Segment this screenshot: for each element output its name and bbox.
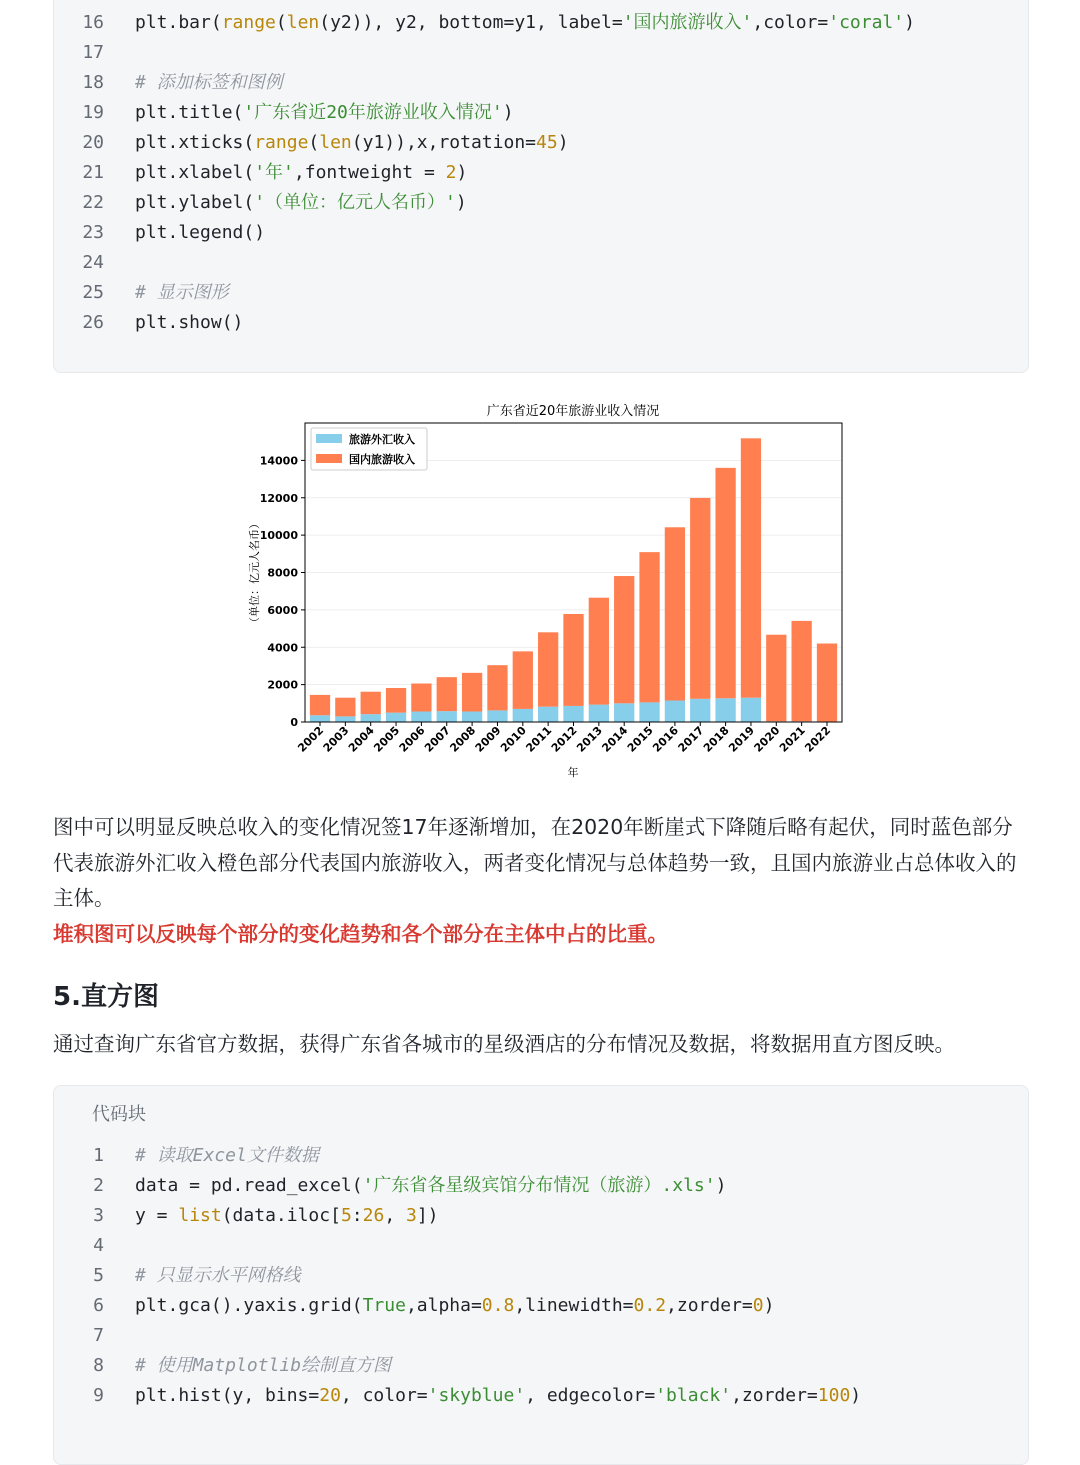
line-number: 16 <box>82 12 104 33</box>
code-text: plt.hist(y, bins=20, color='skyblue', edgecolor='black',zorder=100) <box>135 1385 862 1406</box>
chart-title: 广东省近20年旅游业收入情况 <box>486 404 660 419</box>
x-tick-label: 2011 <box>523 723 555 755</box>
code-text: plt.show() <box>135 312 244 333</box>
y-tick-label: 12000 <box>259 491 298 505</box>
bar-foreign-income <box>741 698 761 722</box>
line-number: 26 <box>82 312 104 333</box>
line-number: 19 <box>82 102 104 123</box>
x-tick-label: 2020 <box>751 723 783 755</box>
bar-domestic-income <box>462 673 482 712</box>
line-number: 25 <box>82 282 104 303</box>
legend-label-foreign: 旅游外汇收入 <box>349 433 415 446</box>
bar-domestic-income <box>487 665 507 710</box>
bar-domestic-income <box>715 468 735 698</box>
line-number: 23 <box>82 222 104 243</box>
bar-domestic-income <box>792 621 812 721</box>
line-number: 21 <box>82 162 104 183</box>
x-tick-label: 2022 <box>802 723 834 755</box>
x-tick-label: 2019 <box>726 723 758 755</box>
bar-domestic-income <box>741 438 761 697</box>
y-tick-label: 10000 <box>259 529 298 543</box>
code-text: # 读取Excel文件数据 <box>135 1145 319 1166</box>
code-text: # 添加标签和图例 <box>135 72 283 93</box>
stacked-bar-chart <box>240 395 850 790</box>
line-number: 1 <box>93 1145 104 1166</box>
bar-domestic-income <box>538 632 558 706</box>
code-text: plt.legend() <box>135 222 266 243</box>
code-block-bottom <box>53 1085 1029 1465</box>
bar-foreign-income <box>335 716 355 722</box>
x-tick-label: 2010 <box>498 723 529 755</box>
bar-domestic-income <box>563 614 583 706</box>
analysis-paragraph: 图中可以明显反映总收入的变化情况签17年逐渐增加，在2020年断崖式下降随后略有起伏，同时蓝色部分代表旅游外汇收入橙色部分代表国内旅游收入，两者变化情况与总体趋势一致，且国内旅游业占总体收入的主体。 <box>53 815 1017 910</box>
bar-foreign-income <box>310 715 330 722</box>
y-tick-label: 0 <box>290 716 298 729</box>
code-block-title: 代码块 <box>92 1104 146 1125</box>
line-number: 22 <box>82 192 104 213</box>
legend-swatch-foreign <box>316 434 342 443</box>
bar-domestic-income <box>589 598 609 705</box>
bar-foreign-income <box>361 714 381 722</box>
bar-foreign-income <box>563 706 583 722</box>
code-text: plt.ylabel('（单位：亿元人名币）') <box>135 192 467 213</box>
code-text: y = list(data.iloc[5:26, 3]) <box>135 1205 439 1226</box>
x-tick-label: 2009 <box>472 723 504 755</box>
y-tick-label: 2000 <box>267 678 298 692</box>
code-text: plt.bar(range(len(y2)), y2, bottom=y1, label='国内旅游收入',color='coral') <box>135 12 915 33</box>
y-tick-label: 14000 <box>259 454 298 468</box>
line-number: 3 <box>93 1205 104 1226</box>
bar-domestic-income <box>411 684 431 712</box>
line-number: 7 <box>93 1325 104 1346</box>
y-tick-label: 8000 <box>267 566 298 580</box>
bar-domestic-income <box>513 651 533 709</box>
code-text: plt.xticks(range(len(y1)),x,rotation=45) <box>135 132 569 153</box>
bar-domestic-income <box>690 498 710 699</box>
bar-domestic-income <box>386 688 406 713</box>
bar-foreign-income <box>538 707 558 722</box>
intro-paragraph: 通过查询广东省官方数据，获得广东省各城市的星级酒店的分布情况及数据，将数据用直方图反映。 <box>53 1032 955 1056</box>
y-tick-label: 6000 <box>267 603 298 617</box>
bar-foreign-income <box>462 712 482 722</box>
bar-foreign-income <box>437 711 457 722</box>
bar-foreign-income <box>690 699 710 722</box>
code-text: # 只显示水平网格线 <box>135 1265 301 1286</box>
x-tick-label: 2006 <box>396 723 428 755</box>
line-number: 4 <box>93 1235 104 1256</box>
bar-foreign-income <box>715 698 735 722</box>
x-tick-label: 2002 <box>295 723 327 755</box>
x-tick-label: 2013 <box>574 723 605 755</box>
x-tick-label: 2005 <box>371 723 403 755</box>
line-number: 2 <box>93 1175 104 1196</box>
line-number: 17 <box>82 42 104 63</box>
line-number: 20 <box>82 132 104 153</box>
x-tick-label: 2015 <box>624 723 656 755</box>
x-tick-label: 2018 <box>700 723 732 755</box>
line-number: 6 <box>93 1295 104 1316</box>
bar-domestic-income <box>817 644 837 722</box>
bar-domestic-income <box>639 552 659 702</box>
bar-foreign-income <box>513 709 533 722</box>
bar-domestic-income <box>310 695 330 715</box>
legend-swatch-domestic <box>316 454 342 463</box>
bar-domestic-income <box>614 576 634 703</box>
line-number: 5 <box>93 1265 104 1286</box>
bar-domestic-income <box>361 692 381 714</box>
x-tick-label: 2017 <box>675 723 707 755</box>
x-tick-label: 2004 <box>345 723 377 755</box>
y-tick-label: 4000 <box>267 641 298 655</box>
bar-foreign-income <box>665 701 685 722</box>
line-number: 9 <box>93 1385 104 1406</box>
x-tick-label: 2012 <box>548 723 580 755</box>
code-text: plt.gca().yaxis.grid(True,alpha=0.8,linewidth=0.2,zorder=0) <box>135 1295 775 1316</box>
bar-domestic-income <box>766 635 786 722</box>
x-tick-label: 2008 <box>447 723 479 755</box>
code-text: # 使用Matplotlib绘制直方图 <box>135 1355 392 1376</box>
y-axis-label: （单位：亿元人名币） <box>248 518 261 628</box>
bar-foreign-income <box>411 712 431 722</box>
highlight-conclusion: 堆积图可以反映每个部分的变化趋势和各个部分在主体中占的比重。 <box>53 922 668 946</box>
code-text: plt.xlabel('年',fontweight = 2) <box>135 162 468 183</box>
chart-legend <box>311 428 427 470</box>
line-number: 8 <box>93 1355 104 1376</box>
code-block-top <box>53 0 1029 373</box>
bar-foreign-income <box>589 705 609 722</box>
x-axis-label: 年 <box>567 766 579 779</box>
bar-domestic-income <box>437 677 457 711</box>
x-tick-label: 2016 <box>650 723 682 755</box>
line-number: 24 <box>82 252 104 273</box>
bar-foreign-income <box>386 713 406 722</box>
line-number: 18 <box>82 72 104 93</box>
bar-foreign-income <box>487 710 507 722</box>
x-tick-label: 2007 <box>422 723 453 755</box>
code-text: plt.title('广东省近20年旅游业收入情况') <box>135 102 514 123</box>
section-heading: 5.直方图 <box>53 982 159 1012</box>
code-text: data = pd.read_excel('广东省各星级宾馆分布情况（旅游）.xls') <box>135 1175 727 1196</box>
bar-foreign-income <box>614 703 634 722</box>
code-text: # 显示图形 <box>135 282 229 303</box>
bar-foreign-income <box>639 702 659 722</box>
bar-domestic-income <box>665 527 685 700</box>
legend-label-domestic: 国内旅游收入 <box>349 453 415 466</box>
x-tick-label: 2003 <box>320 723 352 755</box>
x-tick-label: 2021 <box>776 723 808 755</box>
bar-domestic-income <box>335 698 355 717</box>
x-tick-label: 2014 <box>599 723 631 755</box>
